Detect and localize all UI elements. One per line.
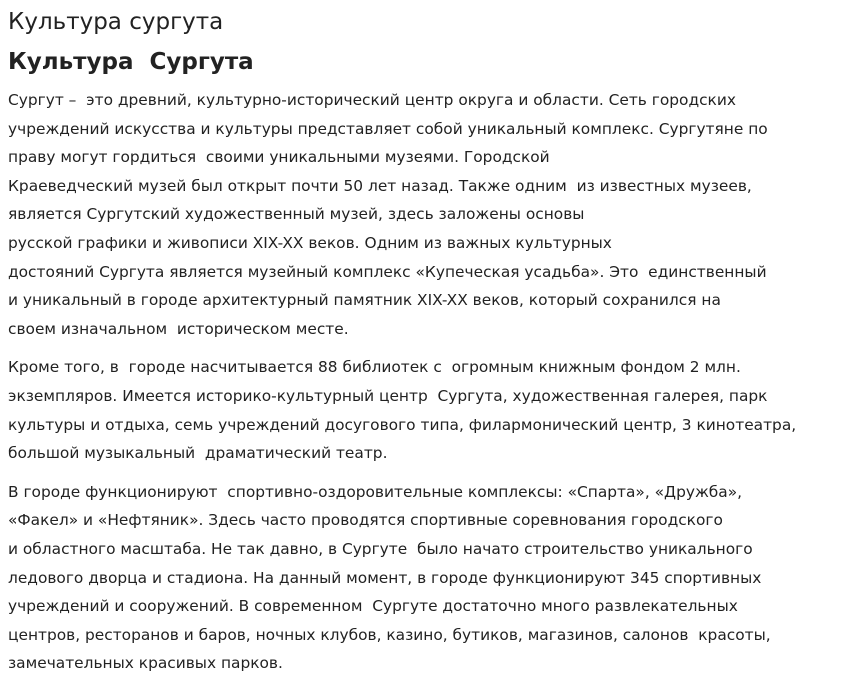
text-line: учреждений и сооружений. В современном Сургуте достаточно много развлекательных: [8, 597, 738, 616]
text-line: большой музыкальный драматический театр.: [8, 444, 388, 463]
text-line: праву могут гордиться своими уникальными музеями. Городской: [8, 148, 550, 167]
page-title: Культура сургута: [8, 9, 224, 35]
text-line: достояний Сургута является музейный комплекс «Купеческая усадьба». Это единственный: [8, 262, 767, 281]
text-line: и уникальный в городе архитектурный памятник XIX-XX веков, который сохранился на: [8, 291, 721, 310]
text-line: культуры и отдыха, семь учреждений досугового типа, филармонический центр, 3 кинотеатра,: [8, 415, 797, 434]
text-line: замечательных красивых парков.: [8, 654, 283, 673]
text-line: Сургут – это древний, культурно-исторический центр округа и области. Сеть городских: [8, 91, 736, 109]
text-line: В городе функционируют спортивно-оздоровительные комплексы: «Спарта», «Дружба»,: [8, 482, 743, 501]
text-line: «Факел» и «Нефтяник». Здесь часто проводятся спортивные соревнования городского: [8, 511, 723, 530]
text-line: Кроме того, в городе насчитывается 88 библиотек с огромным книжным фондом 2 млн.: [8, 358, 741, 377]
text-line: экземпляров. Имеется историко-культурный центр Сургута, художественная галерея, парк: [8, 386, 768, 405]
text-line: своем изначальном историческом месте.: [8, 319, 349, 338]
text-line: русской графики и живописи XIX-XX веков. Одним из важных культурных: [8, 233, 612, 252]
text-line: ледового дворца и стадиона. На данный момент, в городе функционируют 345 спортивных: [8, 568, 762, 587]
paragraph-sports: [8, 478, 839, 678]
text-line: учреждений искусства и культуры представляет собой уникальный комплекс. Сургутяне по: [8, 119, 768, 138]
article-heading: Культура Сургута: [8, 49, 254, 75]
text-line: и областного масштаба. Не так давно, в Сургуте было начато строительство уникального: [8, 539, 753, 558]
paragraph-libraries: [8, 353, 839, 467]
text-line: является Сургутский художественный музей, здесь заложены основы: [8, 205, 585, 224]
text-line: центров, ресторанов и баров, ночных клубов, казино, бутиков, магазинов, салонов красоты,: [8, 625, 771, 644]
text-line: Краеведческий музей был открыт почти 50 лет назад. Также одним из известных музеев,: [8, 176, 752, 195]
paragraph-museums: [8, 86, 839, 343]
